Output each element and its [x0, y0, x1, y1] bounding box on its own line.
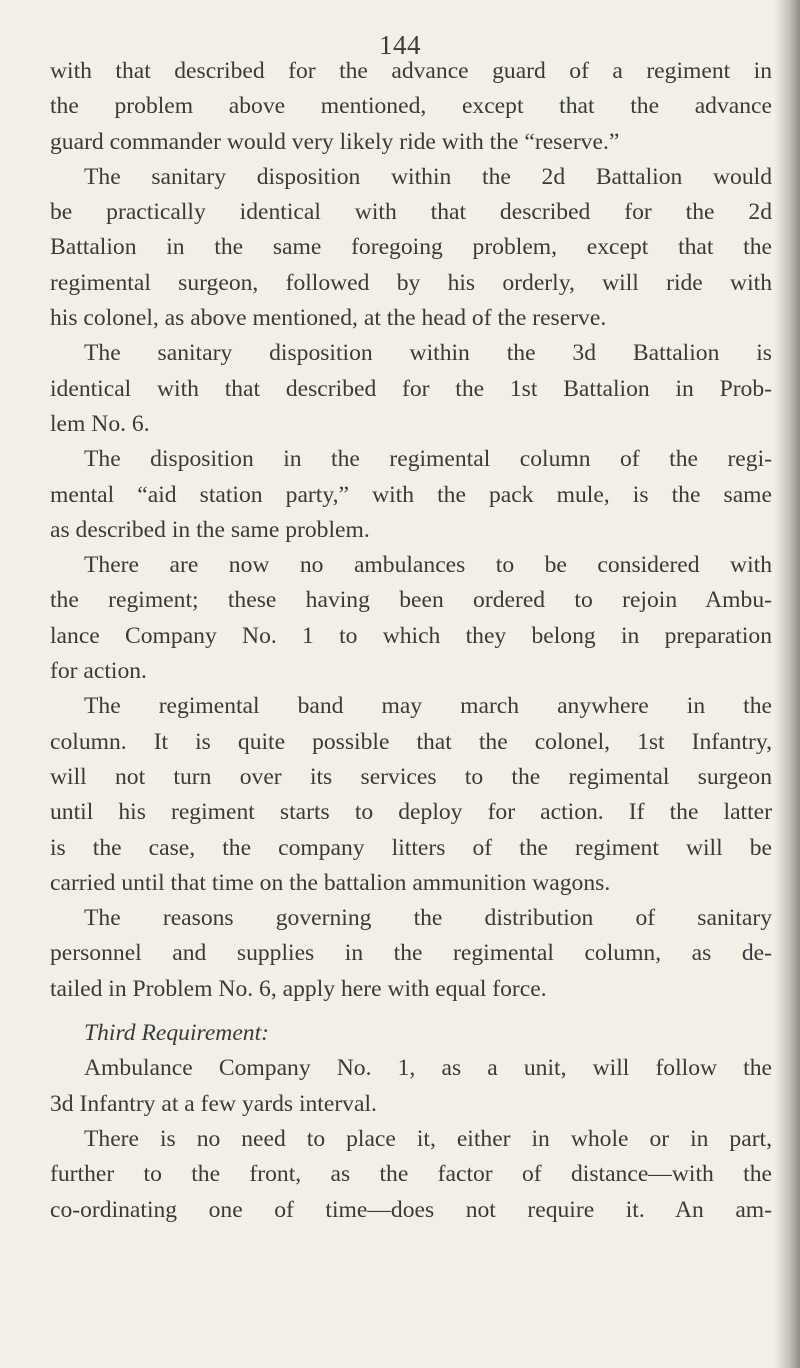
text-line: The regimental band may march anywhere in the	[84, 693, 772, 720]
text-line: personnel and supplies in the regimental column, as de-	[50, 940, 772, 967]
text-line: column. It is quite possible that the colonel, 1st Infantry,	[50, 728, 772, 755]
text-line: with that described for the advance guard of a regiment in	[50, 58, 772, 84]
text-line: regimental surgeon, followed by his orderly, will ride with	[50, 269, 772, 296]
text-line: The sanitary disposition within the 3d Battalion is	[84, 340, 772, 367]
text-line: co-ordinating one of time—does not require it. An am-	[50, 1196, 772, 1223]
text-line: will not turn over its services to the regimental surgeon	[50, 763, 772, 790]
section-heading: Third Requirement:	[84, 1020, 270, 1047]
text-line: for action.	[50, 658, 147, 685]
text-line: lem No. 6.	[50, 410, 150, 437]
text-line: further to the front, as the factor of distance—with the	[50, 1161, 772, 1188]
text-line: lance Company No. 1 to which they belong in preparation	[50, 622, 772, 649]
text-line: There are now no ambulances to be considered with	[84, 552, 772, 579]
text-line: be practically identical with that described for the 2d	[50, 199, 772, 226]
text-line: the problem above mentioned, except that the advance	[50, 93, 772, 120]
text-line: his colonel, as above mentioned, at the head of the reserve.	[50, 305, 607, 332]
text-line: There is no need to place it, either in whole or in part,	[84, 1125, 772, 1152]
page-edge-shadow	[774, 0, 800, 1368]
text-line: as described in the same problem.	[50, 516, 370, 543]
section-gap	[50, 1007, 772, 1016]
text-line: The sanitary disposition within the 2d Battalion would	[84, 163, 772, 190]
page-number: 144	[379, 30, 421, 60]
text-line: is the case, the company litters of the regiment will be	[50, 834, 772, 861]
text-line: tailed in Problem No. 6, apply here with equal force.	[50, 975, 547, 1002]
text-line: guard commander would very likely ride with the “reserve.”	[50, 128, 620, 155]
text-line: Battalion in the same foregoing problem, except that the	[50, 234, 772, 261]
text-line: until his regiment starts to deploy for action. If the latter	[50, 799, 772, 826]
text-line: The reasons governing the distribution of sanitary	[84, 905, 772, 932]
text-line: The disposition in the regimental column of the regi-	[84, 446, 772, 473]
text-line: identical with that described for the 1st Battalion in Prob-	[50, 375, 772, 402]
page-body-text	[50, 54, 772, 1228]
text-line: mental “aid station party,” with the pack mule, is the same	[50, 481, 772, 508]
text-line: Ambulance Company No. 1, as a unit, will follow the	[84, 1055, 772, 1082]
text-line: 3d Infantry at a few yards interval.	[50, 1090, 377, 1117]
text-line: carried until that time on the battalion ammunition wagons.	[50, 869, 611, 896]
text-line: the regiment; these having been ordered to rejoin Ambu-	[50, 587, 772, 614]
